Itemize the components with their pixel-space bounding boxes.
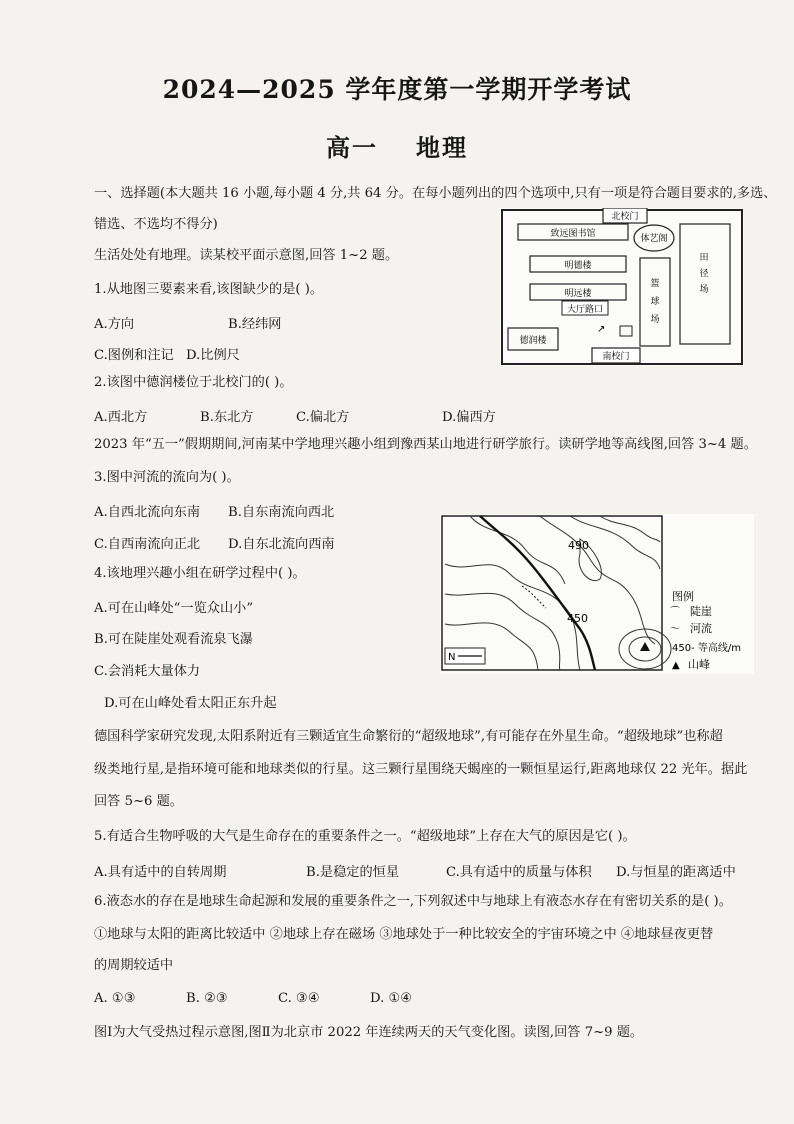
- question-1-option-b: B.经纬网: [228, 317, 282, 332]
- legend-title: 图例: [672, 590, 694, 603]
- question-4-option-c: C.会消耗大量体力: [94, 664, 201, 679]
- contour-map: [440, 514, 754, 674]
- question-6-option-c: C. ③④: [278, 991, 320, 1006]
- grade-label: 高一: [326, 133, 378, 162]
- question-6-statements: ①地球与太阳的距离比较适中 ②地球上存在磁场 ③地球处于一种比较安全的宇宙环境之中 ④地球昼夜更替: [94, 927, 714, 942]
- river-legend-icon: 〜: [670, 624, 680, 635]
- question-1-option-d: D.比例尺: [186, 348, 240, 363]
- question-2-option-b: B.东北方: [200, 410, 254, 425]
- question-3-stem: 3.图中河流的流向为( )。: [94, 470, 240, 485]
- subject-label: 地理: [416, 133, 468, 162]
- basketball-label-3: 场: [650, 315, 660, 325]
- field-label-3: 场: [699, 285, 709, 295]
- question-4-stem: 4.该地理兴趣小组在研学过程中( )。: [94, 566, 306, 581]
- section-heading-line1: 一、选择题(本大题共 16 小题,每小题 4 分,共 64 分。在每小题列出的四个选项中,只有一项是符合题目要求的,多选、: [94, 186, 777, 201]
- basketball-label-2: 球: [650, 297, 660, 307]
- north-label: N: [448, 652, 456, 663]
- question-4-option-b: B.可在陡崖处观看流泉飞瀑: [94, 632, 253, 647]
- question-6-option-b: B. ②③: [186, 991, 228, 1006]
- contour-label-490: 490: [568, 539, 589, 552]
- contour-label-450: 450: [567, 612, 588, 625]
- question-6-statements-continued: 的周期较适中: [94, 958, 174, 973]
- field-label-1: 田: [699, 253, 709, 263]
- question-2-option-a: A.西北方: [94, 410, 148, 425]
- peak-legend-icon: ▲: [672, 660, 680, 671]
- library-label: 致远图书馆: [550, 229, 596, 239]
- legend-peak: 山峰: [688, 658, 710, 671]
- subject-title: [0, 128, 794, 163]
- field-label-2: 径: [699, 269, 709, 279]
- gym-label: 体艺阁: [640, 234, 668, 244]
- question-2-option-d: D.偏西方: [442, 410, 496, 425]
- section-heading-line2: 错选、不选均不得分): [94, 217, 218, 232]
- passage-5-6-line1: 德国科学家研究发现,太阳系附近有三颗适宜生命繁衍的“超级地球”,有可能存在外星生命。“超级地球”也称超: [94, 729, 723, 744]
- cliff-legend-icon: ⌒: [670, 607, 680, 618]
- north-arrow-icon: ↗: [597, 324, 606, 335]
- exam-title: 2024—2025 学年度第一学期开学考试: [162, 75, 632, 104]
- question-5-option-b: B.是稳定的恒星: [306, 865, 400, 880]
- legend-river: 河流: [690, 622, 712, 635]
- intro-questions-7-9: 图Ⅰ为大气受热过程示意图,图Ⅱ为北京市 2022 年连续两天的天气变化图。读图,回答 7~9 题。: [94, 1025, 644, 1040]
- south-gate-label: 南校门: [602, 352, 630, 362]
- question-5-option-c: C.具有适中的质量与体积: [446, 865, 592, 880]
- question-3-option-c: C.自西南流向正北: [94, 537, 201, 552]
- passage-5-6-line2: 级类地行星,是指环境可能和地球类似的行星。这三颗行星围绕天蝎座的一颗恒星运行,距离地球仅 22 光年。据此: [94, 762, 748, 777]
- school-plan-map: [500, 208, 744, 366]
- legend-contour: 450- 等高线/m: [672, 643, 741, 654]
- question-3-option-b: B.自东南流向西北: [228, 505, 335, 520]
- basketball-label-1: 篮: [650, 279, 660, 289]
- question-4-option-a: A.可在山峰处“一览众山小”: [94, 601, 254, 616]
- question-6-stem: 6.液态水的存在是地球生命起源和发展的重要条件之一,下列叙述中与地球上有液态水存在有密切关系的是( )。: [94, 894, 732, 909]
- question-3-option-d: D.自东北流向西南: [228, 537, 335, 552]
- derun-label: 德润楼: [519, 336, 547, 346]
- question-1-option-a: A.方向: [94, 317, 135, 332]
- question-2-stem: 2.该图中德润楼位于北校门的( )。: [94, 375, 293, 390]
- hall-label: 大厅路口: [566, 305, 604, 315]
- intro-questions-1-2: 生活处处有地理。读某校平面示意图,回答 1~2 题。: [94, 248, 399, 263]
- north-gate-label: 北校门: [611, 212, 639, 222]
- question-5-option-a: A.具有适中的自转周期: [94, 865, 227, 880]
- question-6-option-d: D. ①④: [370, 991, 413, 1006]
- legend-cliff: 陡崖: [690, 605, 712, 618]
- passage-5-6-line3: 回答 5~6 题。: [94, 794, 183, 809]
- question-5-stem: 5.有适合生物呼吸的大气是生命存在的重要条件之一。“超级地球”上存在大气的原因是它( )。: [94, 829, 636, 844]
- question-5-option-d: D.与恒星的距离适中: [616, 865, 736, 880]
- question-4-option-d: D.可在山峰处看太阳正东升起: [104, 696, 277, 711]
- mingde-label: 明德楼: [564, 261, 592, 271]
- question-3-option-a: A.自西北流向东南: [94, 505, 201, 520]
- question-2-option-c: C.偏北方: [296, 410, 350, 425]
- mingyuan-label: 明远楼: [564, 289, 592, 299]
- question-1-stem: 1.从地图三要素来看,该图缺少的是( )。: [94, 282, 324, 297]
- intro-questions-3-4: 2023 年“五一”假期期间,河南某中学地理兴趣小组到豫西某山地进行研学旅行。读研学地等高线图,回答 3~4 题。: [94, 437, 757, 452]
- question-1-option-c: C.图例和注记: [94, 348, 174, 363]
- question-6-option-a: A. ①③: [94, 991, 136, 1006]
